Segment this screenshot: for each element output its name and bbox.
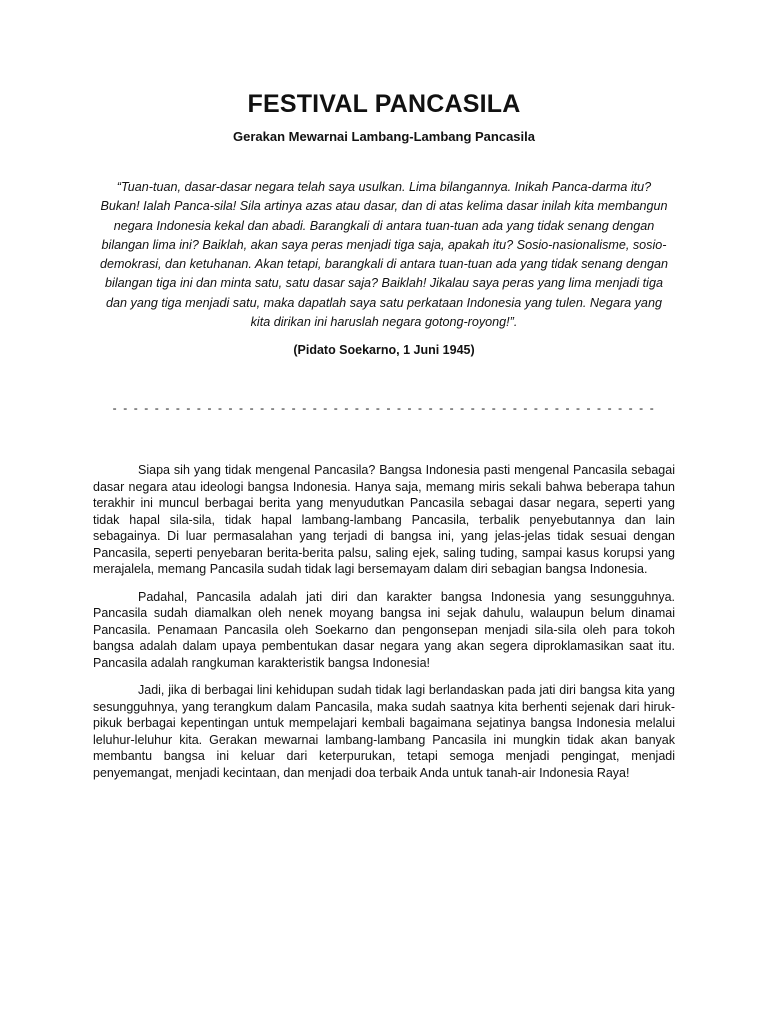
- body-text: [93, 462, 675, 792]
- soekarno-quote: “Tuan-tuan, dasar-dasar negara telah saya usulkan. Lima bilangannya. Inikah Panca-darma itu? Bukan! Ialah Panca-sila! Sila artinya azas atau dasar, dan di atas kelima dasar inilah kita membangun negara Indonesia kekal dan abadi. Barangkali di antara tuan-tuan ada yang tidak senang dengan bilangan lima ini? Baiklah, akan saya peras menjadi tiga saja, apakah itu? Sosio-nasionalisme, sosio-demokrasi, dan ketuhanan. Akan tetapi, barangkali di antara tuan-tuan ada yang tidak senang dengan bilangan tiga ini dan minta satu, satu dasar saja? Baiklah! Jikalau saya peras yang lima menjadi tiga dan yang tiga menjadi satu, maka dapatlah saya satu perkataan Indonesia yang tulen. Negara yang kita dirikan ini haruslah negara gotong-royong!”.: [99, 180, 669, 330]
- document-title: FESTIVAL PANCASILA: [247, 90, 521, 118]
- body-paragraph-1: Siapa sih yang tidak mengenal Pancasila? Bangsa Indonesia pasti mengenal Pancasila sebagai dasar negara atau ideologi bangsa Indonesia. Hanya saja, memang miris sekali bahwa beberapa tahun terakhir ini muncul berbagai berita yang menyudutkan Pancasila sebagai dasar negara, seperti yang tidak hapal sila-sila, tidak hapal lambang-lambang Pancasila, terbalik penyebutannya dan lain sebagainya. Di luar permasalahan yang terjadi di bangsa ini, yang jelas-jelas tidak sesuai dengan Pancasila, seperti penyebaran berita-berita palsu, saling ejek, saling tuding, sampai kasus korupsi yang merajalela, memang Pancasila sudah tidak lagi bersemayam dalam diri sebagian bangsa Indonesia.: [93, 463, 675, 576]
- body-paragraph-3: Jadi, jika di berbagai lini kehidupan sudah tidak lagi berlandaskan pada jati diri bangsa kita yang sesungguhnya, yang terangkum dalam Pancasila, maka sudah saatnya kita berhenti sejenak dari hiruk-pikuk berbagai kepentingan untuk mempelajari kembali bagaimana sejatinya bangsa Indonesia melalui leluhur-leluhur kita. Gerakan mewarnai lambang-lambang Pancasila ini mungkin tidak akan banyak membantu bangsa ini keluar dari keterpurukan, tetapi semoga menjadi pengingat, menjadi penyemangat, menjadi kecintaan, dan menjadi doa terbaik Anda untuk tanah-air Indonesia Raya!: [93, 683, 675, 780]
- body-paragraph-2: Padahal, Pancasila adalah jati diri dan karakter bangsa Indonesia yang sesungguhnya. Pancasila sudah diamalkan oleh nenek moyang bangsa ini sejak dahulu, walaupun belum dinamai Pancasila. Penamaan Pancasila oleh Soekarno dan pengonsepan menjadi sila-sila oleh para tokoh bangsa adalah dalam upaya pembentukan dasar negara yang akan segera diproklamasikan saat itu. Pancasila adalah rangkuman karakteristik bangsa Indonesia!: [93, 589, 675, 670]
- document-subtitle: Gerakan Mewarnai Lambang-Lambang Pancasila: [233, 129, 535, 144]
- quote-attribution: (Pidato Soekarno, 1 Juni 1945): [293, 343, 475, 357]
- dashed-divider: - - - - - - - - - - - - - - - - - - - - - - - - - - - - - - - - - - - - - - - - - - - - - - - - - - - -: [112, 401, 656, 415]
